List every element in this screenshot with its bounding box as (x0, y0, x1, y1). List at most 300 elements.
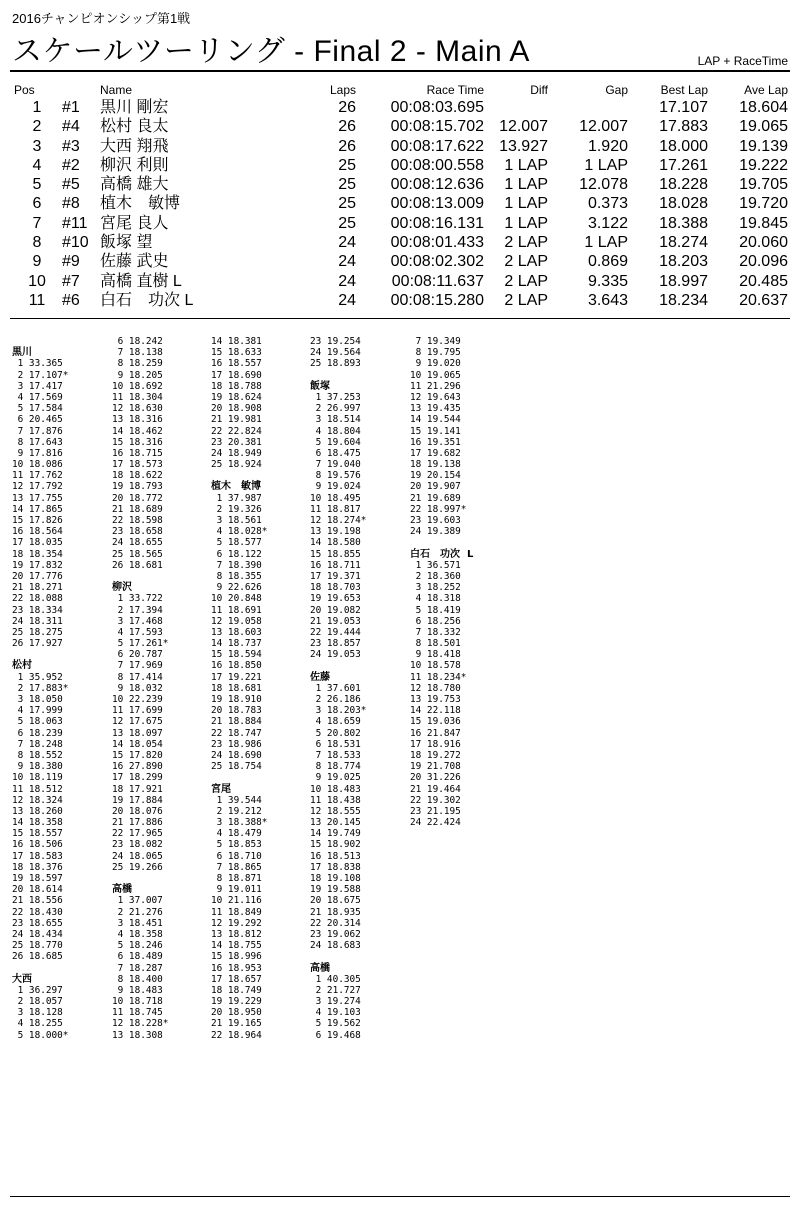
lap-time-entry: 24 19.389 (410, 526, 461, 538)
lap-time-entry: 17 19.682 (410, 447, 461, 459)
result-diff: 2 LAP (504, 253, 548, 271)
lap-time-entry: 22 22.824 (211, 425, 262, 437)
lap-time-entry: 9 18.380 (12, 761, 63, 773)
lap-time-entry: 6 18.239 (12, 727, 63, 739)
lap-time-entry: 9 18.205 (112, 369, 163, 381)
lap-time-entry: 6 18.531 (310, 738, 361, 750)
lap-driver-name: 佐藤 (310, 671, 330, 683)
lap-time-entry: 18 18.622 (112, 470, 163, 482)
lap-time-entry: 15 18.594 (211, 649, 262, 661)
lap-time-entry: 15 19.036 (410, 716, 461, 728)
col-best-lap-header: Best Lap (660, 83, 708, 97)
lap-time-entry: 11 21.296 (410, 380, 461, 392)
result-ave-lap: 20.096 (739, 253, 788, 271)
lap-time-entry: 15 18.996 (211, 951, 262, 963)
lap-time-entry: 1 33.365 (12, 358, 63, 370)
lap-time-entry: 5 18.063 (12, 716, 63, 728)
result-row (14, 233, 788, 252)
lap-time-entry: 7 18.138 (112, 347, 163, 359)
lap-time-entry: 7 19.349 (410, 336, 461, 347)
lap-time-entry: 5 18.853 (211, 839, 262, 851)
lap-time-entry: 4 17.999 (12, 705, 63, 717)
col-race-time-header: Race Time (426, 83, 484, 97)
result-best-lap: 18.028 (659, 195, 708, 213)
result-driver-name: 大西 翔飛 (100, 137, 169, 155)
result-car-number: #9 (62, 253, 80, 271)
result-laps: 24 (338, 234, 356, 252)
result-driver-name: 宮尾 良人 (100, 214, 169, 232)
result-best-lap: 18.997 (659, 272, 708, 290)
lap-time-entry: 16 19.351 (410, 436, 461, 448)
result-diff: 2 LAP (504, 272, 548, 290)
lap-time-entry: 4 18.358 (112, 928, 163, 940)
result-gap: 12.078 (579, 176, 628, 194)
lap-time-entry: 1 36.571 (410, 559, 461, 571)
result-row (14, 252, 788, 271)
result-diff: 2 LAP (504, 234, 548, 252)
lap-time-entry: 18 18.376 (12, 861, 63, 873)
lap-time-entry: 7 18.865 (211, 861, 262, 873)
lap-time-entry: 4 19.103 (310, 1007, 361, 1019)
result-race-time: 00:08:03.695 (390, 99, 484, 116)
lap-time-entry: 19 19.588 (310, 884, 361, 896)
result-gap: 1 LAP (584, 234, 628, 252)
lap-time-entry: 9 19.011 (211, 884, 262, 896)
lap-time-entry: 11 18.234* (410, 671, 467, 683)
result-driver-name: 黒川 剛宏 (100, 99, 169, 116)
lap-time-entry: 2 19.326 (211, 503, 262, 515)
lap-time-entry: 24 18.690 (211, 749, 262, 761)
lap-time-entry: 18 19.108 (310, 873, 361, 884)
lap-time-entry: 10 18.495 (310, 492, 361, 504)
result-race-time: 00:08:11.637 (391, 272, 484, 290)
result-ave-lap: 19.845 (739, 214, 788, 232)
result-race-time: 00:08:00.558 (390, 156, 484, 174)
result-laps: 24 (338, 291, 356, 309)
lap-time-entry: 22 19.302 (410, 794, 461, 806)
lap-time-entry: 11 18.849 (211, 906, 262, 918)
lap-time-entry: 25 18.275 (12, 626, 63, 638)
result-car-number: #4 (62, 118, 80, 136)
result-diff: 13.927 (499, 137, 548, 155)
lap-time-entry: 6 19.468 (310, 1029, 361, 1041)
lap-time-entry: 14 19.749 (310, 828, 361, 840)
lap-time-entry: 21 19.689 (410, 492, 461, 504)
lap-time-entry: 4 18.659 (310, 716, 361, 728)
lap-time-entry: 6 18.710 (211, 850, 262, 862)
result-ave-lap: 20.637 (739, 291, 788, 309)
result-ave-lap: 19.139 (739, 137, 788, 155)
lap-time-entry: 1 40.305 (310, 973, 361, 985)
result-row (14, 194, 788, 213)
result-diff: 2 LAP (504, 291, 548, 309)
result-pos: 4 (32, 156, 42, 174)
lap-time-entry: 19 17.832 (12, 559, 63, 571)
lap-time-entry: 13 18.316 (112, 414, 163, 426)
lap-time-entry: 11 18.817 (310, 503, 361, 515)
lap-time-entry: 21 18.935 (310, 906, 361, 918)
lap-time-entry: 9 18.418 (410, 649, 461, 661)
lap-driver-name: 高橋 (112, 884, 132, 896)
result-driver-name: 柳沢 利則 (100, 156, 169, 174)
result-car-number: #8 (62, 195, 80, 213)
lap-time-entry: 12 19.292 (211, 917, 262, 929)
lap-time-entry: 25 18.924 (211, 459, 262, 471)
lap-time-entry: 22 18.964 (211, 1029, 262, 1041)
lap-time-entry: 19 18.793 (112, 481, 163, 493)
lap-time-entry: 23 19.603 (410, 515, 461, 526)
lap-time-entry: 16 18.564 (12, 526, 63, 538)
lap-time-entry: 2 26.186 (310, 694, 361, 705)
result-best-lap: 18.274 (659, 234, 708, 252)
lap-time-entry: 22 19.444 (310, 626, 361, 638)
result-ave-lap: 20.060 (739, 234, 788, 252)
lap-time-entry: 20 31.226 (410, 772, 461, 784)
lap-time-entry: 11 18.438 (310, 794, 361, 806)
lap-time-entry: 14 19.544 (410, 414, 461, 426)
lap-driver-name: 宮尾 (211, 783, 231, 795)
lap-spacer (12, 336, 120, 347)
lap-time-entry: 8 18.501 (410, 638, 461, 650)
lap-time-entry: 5 19.604 (310, 436, 361, 448)
lap-time-entry: 20 18.772 (112, 492, 163, 504)
lap-time-entry: 9 17.816 (12, 447, 63, 459)
result-best-lap: 18.228 (659, 176, 708, 194)
result-race-time: 00:08:12.636 (390, 176, 484, 194)
lap-time-entry: 6 20.787 (112, 649, 163, 661)
results-divider (10, 318, 790, 319)
lap-spacer (12, 649, 120, 660)
result-race-time: 00:08:15.280 (390, 291, 484, 309)
lap-time-entry: 21 18.556 (12, 895, 63, 907)
lap-time-entry: 23 19.062 (310, 928, 361, 940)
report-header (12, 8, 788, 70)
lap-time-entry: 6 18.256 (410, 615, 461, 627)
result-ave-lap: 19.222 (739, 156, 788, 174)
result-best-lap: 17.107 (659, 99, 708, 116)
result-laps: 25 (338, 214, 356, 232)
result-diff: 1 LAP (504, 214, 548, 232)
result-pos: 9 (32, 253, 42, 271)
lap-time-entry: 2 17.107* (12, 369, 69, 381)
lap-time-entry: 12 17.792 (12, 481, 63, 493)
lap-time-entry: 1 37.601 (310, 682, 361, 694)
lap-time-entry: 2 21.727 (310, 984, 361, 996)
result-pos: 11 (28, 291, 46, 309)
lap-time-entry: 3 17.468 (112, 615, 163, 627)
lap-time-entry: 18 19.138 (410, 459, 461, 471)
result-car-number: #10 (62, 234, 89, 252)
result-best-lap: 18.203 (659, 253, 708, 271)
lap-time-entry: 6 18.475 (310, 447, 361, 459)
result-row (14, 156, 788, 175)
lap-time-entry: 9 22.626 (211, 582, 262, 594)
lap-time-entry: 7 18.533 (310, 749, 361, 761)
lap-time-entry: 23 19.254 (310, 336, 361, 347)
lap-time-entry: 3 19.274 (310, 996, 361, 1008)
lap-time-entry: 3 18.451 (112, 917, 163, 929)
result-gap: 3.122 (587, 214, 628, 232)
result-diff: 12.007 (499, 118, 548, 136)
lap-time-entry: 24 18.655 (112, 537, 163, 549)
lap-time-entry: 2 26.997 (310, 403, 361, 415)
result-laps: 25 (338, 156, 356, 174)
lap-time-entry: 8 18.871 (211, 873, 262, 884)
result-pos: 3 (32, 137, 42, 155)
result-car-number: #2 (62, 156, 80, 174)
lap-time-entry: 23 18.857 (310, 638, 361, 650)
lap-time-entry: 24 19.053 (310, 649, 361, 661)
lap-time-entry: 17 18.838 (310, 861, 361, 873)
result-row (14, 98, 788, 117)
lap-time-entry: 14 22.118 (410, 705, 461, 717)
result-car-number: #11 (62, 214, 88, 232)
result-diff: 1 LAP (504, 156, 548, 174)
result-driver-name: 松村 良太 (100, 118, 169, 136)
lap-time-entry: 10 18.483 (310, 783, 361, 795)
series-name: 2016チャンピオンシップ第1戦 (12, 11, 191, 26)
lap-time-entry: 3 18.514 (310, 414, 361, 426)
lap-time-entry: 24 19.564 (310, 347, 361, 359)
lap-time-entry: 16 18.711 (310, 559, 361, 571)
lap-time-entry: 21 19.981 (211, 414, 262, 426)
lap-spacer (310, 951, 418, 962)
result-driver-name: 佐藤 武史 (100, 253, 169, 271)
result-race-time: 00:08:01.433 (390, 234, 484, 252)
lap-time-entry: 5 20.802 (310, 727, 361, 739)
result-row (14, 175, 788, 194)
result-pos: 2 (32, 118, 42, 136)
lap-time-entry: 6 20.465 (12, 414, 63, 426)
lap-spacer (112, 571, 220, 582)
lap-time-entry: 14 18.737 (211, 638, 262, 650)
lap-spacer (211, 470, 319, 481)
lap-time-entry: 22 20.314 (310, 917, 361, 929)
lap-column (211, 336, 319, 1041)
lap-time-entry: 1 37.007 (112, 895, 163, 907)
lap-time-entry: 6 18.122 (211, 548, 262, 560)
result-best-lap: 17.261 (659, 156, 708, 174)
lap-spacer (12, 963, 120, 974)
lap-time-entry: 17 18.299 (112, 772, 163, 784)
lap-time-entry: 11 17.762 (12, 470, 63, 482)
lap-time-entry: 12 19.643 (410, 391, 461, 403)
result-laps: 26 (338, 137, 356, 155)
lap-time-entry: 8 18.259 (112, 358, 163, 370)
results-body (14, 98, 788, 310)
lap-time-entry: 19 18.910 (211, 694, 262, 705)
lap-time-entry: 24 18.949 (211, 447, 262, 459)
lap-time-entry: 23 18.655 (12, 917, 63, 929)
lap-time-entry: 13 18.097 (112, 727, 163, 739)
lap-time-entry: 24 18.065 (112, 850, 163, 862)
race-title: スケールツーリング - Final 2 - Main A (12, 35, 530, 68)
lap-time-entry: 5 18.000* (12, 1029, 69, 1041)
lap-time-entry: 12 18.555 (310, 805, 361, 817)
lap-time-entry: 3 18.203* (310, 705, 367, 717)
lap-time-entry: 20 17.776 (12, 570, 63, 582)
col-name-header: Name (100, 83, 133, 97)
lap-time-entry: 9 18.483 (112, 984, 163, 996)
result-race-time: 00:08:02.302 (390, 253, 484, 271)
lap-time-entry: 2 17.883* (12, 682, 69, 694)
result-ave-lap: 19.065 (739, 118, 788, 136)
lap-time-entry: 8 18.355 (211, 570, 262, 582)
lap-time-entry: 21 18.884 (211, 716, 262, 728)
result-driver-name: 高橋 雄大 (100, 176, 169, 194)
lap-time-entry: 10 18.692 (112, 380, 163, 392)
lap-time-entry: 9 19.025 (310, 772, 361, 784)
lap-time-entry: 22 17.965 (112, 828, 163, 840)
lap-time-entry: 5 17.584 (12, 403, 63, 415)
lap-time-entry: 4 17.593 (112, 626, 163, 638)
lap-time-entry: 19 19.229 (211, 996, 262, 1008)
result-laps: 25 (338, 195, 356, 213)
result-best-lap: 18.234 (659, 291, 708, 309)
lap-time-entry: 22 18.598 (112, 515, 163, 526)
lap-time-entry: 5 18.577 (211, 537, 262, 549)
lap-time-entry: 23 20.381 (211, 436, 262, 448)
lap-time-entry: 7 18.390 (211, 559, 262, 571)
result-ave-lap: 19.705 (739, 176, 788, 194)
lap-time-entry: 20 18.908 (211, 403, 262, 415)
lap-spacer (112, 873, 220, 884)
result-best-lap: 18.388 (659, 214, 708, 232)
lap-time-entry: 20 18.675 (310, 895, 361, 907)
results-header-row (14, 83, 788, 97)
result-gap: 3.643 (587, 291, 628, 309)
result-row (14, 137, 788, 156)
lap-time-entry: 2 18.360 (410, 570, 461, 582)
lap-time-entry: 8 18.774 (310, 761, 361, 773)
lap-time-entry: 19 18.597 (12, 873, 63, 884)
lap-time-entry: 24 18.683 (310, 940, 361, 952)
lap-time-entry: 8 17.414 (112, 671, 163, 683)
lap-time-entry: 23 18.986 (211, 738, 262, 750)
result-driver-name: 植木 敏博 (100, 195, 181, 213)
result-gap: 9.335 (587, 272, 628, 290)
result-gap: 12.007 (579, 118, 628, 136)
lap-time-entry: 25 18.754 (211, 761, 262, 773)
lap-time-entry: 17 18.916 (410, 738, 461, 750)
lap-time-entry: 7 17.969 (112, 660, 163, 672)
lap-time-entry: 11 17.699 (112, 705, 163, 717)
lap-time-entry: 25 18.893 (310, 358, 361, 370)
result-ave-lap: 19.720 (739, 195, 788, 213)
lap-time-entry: 13 20.145 (310, 817, 361, 829)
lap-time-entry: 4 18.028* (211, 526, 268, 538)
lap-time-entry: 17 18.657 (211, 973, 262, 985)
lap-time-entry: 6 18.489 (112, 951, 163, 963)
lap-time-entry: 13 18.308 (112, 1029, 163, 1041)
lap-time-entry: 24 22.424 (410, 817, 461, 829)
result-gap: 0.373 (587, 195, 628, 213)
result-ave-lap: 20.485 (739, 272, 788, 290)
lap-time-entry: 1 36.297 (12, 984, 63, 996)
lap-time-entry: 5 17.261* (112, 638, 169, 650)
lap-time-entry: 3 18.050 (12, 694, 63, 705)
lap-time-entry: 26 18.685 (12, 951, 63, 963)
result-diff: 1 LAP (504, 176, 548, 194)
lap-time-entry: 20 18.783 (211, 705, 262, 717)
lap-time-entry: 14 18.755 (211, 940, 262, 952)
lap-column (112, 336, 220, 1041)
result-best-lap: 18.000 (659, 137, 708, 155)
lap-time-entry: 20 19.082 (310, 604, 361, 616)
lap-time-entry: 11 18.691 (211, 604, 262, 616)
lap-time-entry: 1 37.253 (310, 391, 361, 403)
result-pos: 1 (32, 99, 42, 116)
header-divider (10, 70, 790, 72)
result-car-number: #7 (62, 272, 80, 290)
lap-time-entry: 22 18.747 (211, 727, 262, 739)
lap-time-entry: 8 18.552 (12, 749, 63, 761)
lap-time-entry: 13 17.755 (12, 492, 63, 504)
lap-time-entry: 18 18.354 (12, 548, 63, 560)
lap-time-entry: 4 18.255 (12, 1018, 63, 1030)
lap-time-entry: 22 18.088 (12, 593, 63, 605)
lap-time-entry: 5 18.246 (112, 940, 163, 952)
result-pos: 8 (32, 234, 42, 252)
lap-time-entry: 17 18.583 (12, 850, 63, 862)
lap-time-entry: 1 35.952 (12, 671, 63, 683)
col-laps-header: Laps (329, 83, 356, 97)
lap-time-entry: 12 19.058 (211, 615, 262, 627)
lap-time-entry: 16 18.513 (310, 850, 361, 862)
lap-time-entry: 18 19.272 (410, 749, 461, 761)
lap-time-entry: 11 18.512 (12, 783, 63, 795)
result-ave-lap: 18.604 (739, 99, 788, 116)
lap-time-entry: 13 18.812 (211, 928, 262, 940)
lap-time-entry: 5 18.419 (410, 604, 461, 616)
lap-time-entry: 13 18.603 (211, 626, 262, 638)
lap-spacer (410, 537, 518, 548)
lap-time-entry: 14 17.865 (12, 503, 63, 515)
lap-time-entry: 17 18.035 (12, 537, 63, 549)
lap-time-entry: 10 19.065 (410, 369, 461, 381)
lap-time-entry: 1 39.544 (211, 794, 262, 806)
lap-time-entry: 13 19.753 (410, 694, 461, 705)
lap-time-entry: 7 18.287 (112, 962, 163, 974)
lap-time-entry: 15 18.557 (12, 828, 63, 840)
lap-time-entry: 4 18.479 (211, 828, 262, 840)
lap-time-entry: 12 18.780 (410, 682, 461, 694)
lap-driver-name: 松村 (12, 660, 32, 672)
lap-time-entry: 10 18.086 (12, 459, 63, 471)
result-laps: 25 (338, 176, 356, 194)
lap-time-entry: 11 18.304 (112, 391, 163, 403)
lap-time-entry: 10 18.578 (410, 660, 461, 672)
lap-time-entry: 19 21.708 (410, 761, 461, 773)
lap-time-entry: 2 17.394 (112, 604, 163, 616)
lap-time-entry: 1 33.722 (112, 593, 163, 605)
result-laps: 26 (338, 99, 356, 116)
lap-time-entry: 14 18.580 (310, 537, 361, 549)
lap-time-entry: 23 18.658 (112, 526, 163, 538)
lap-time-entry: 19 20.154 (410, 470, 461, 482)
lap-time-entry: 22 18.997* (410, 503, 467, 515)
lap-time-entry: 25 18.565 (112, 548, 163, 560)
lap-time-entry: 15 18.633 (211, 347, 262, 359)
result-driver-name: 高橋 直樹 L (100, 272, 182, 290)
lap-time-entry: 20 18.950 (211, 1007, 262, 1019)
lap-time-entry: 17 18.573 (112, 459, 163, 471)
lap-time-entry: 14 18.358 (12, 817, 63, 829)
lap-time-entry: 10 21.116 (211, 895, 262, 907)
result-pos: 10 (28, 272, 46, 290)
result-gap: 0.869 (587, 253, 628, 271)
lap-time-entry: 1 37.987 (211, 492, 262, 504)
